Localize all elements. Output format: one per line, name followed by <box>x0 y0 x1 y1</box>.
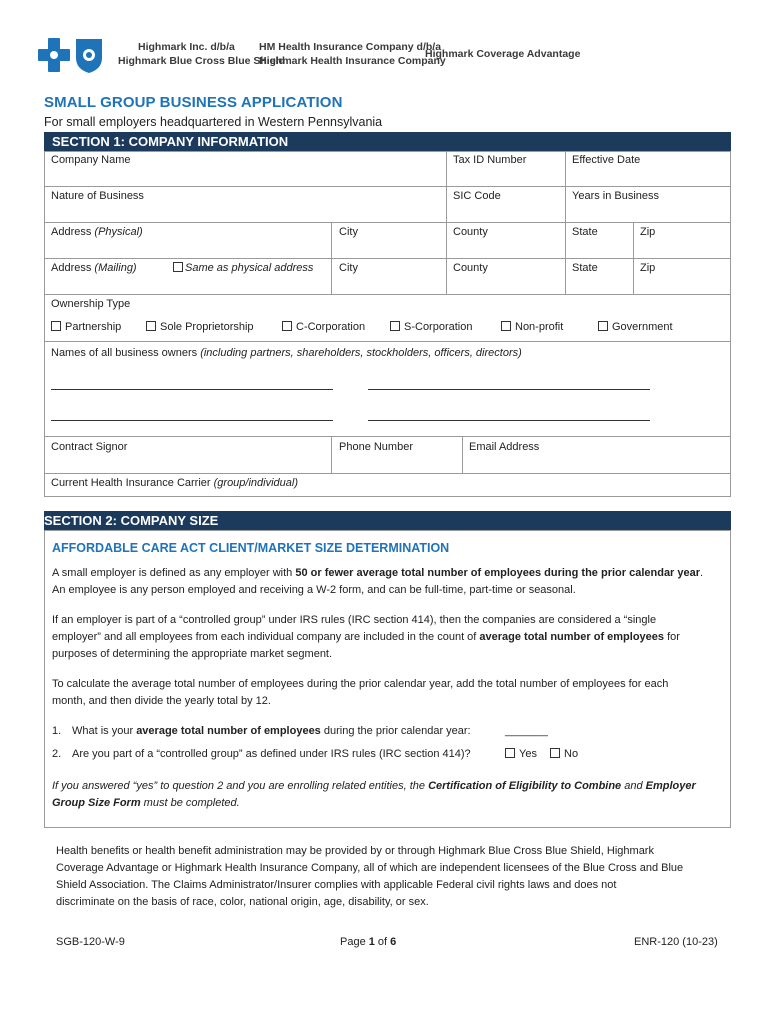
header-org3: Highmark Coverage Advantage <box>425 48 581 60</box>
owners-label-text: Names of all business owners <box>51 347 201 359</box>
city-mailing-field[interactable]: City <box>339 262 358 274</box>
ownership-non-profit[interactable] <box>501 321 563 333</box>
col-divider <box>462 436 463 473</box>
col-divider <box>565 222 566 294</box>
row-divider <box>44 473 731 474</box>
nature-of-business-field[interactable]: Nature of Business <box>51 190 144 202</box>
county-physical-field[interactable]: County <box>453 226 488 238</box>
address-physical-field[interactable] <box>51 226 143 238</box>
state-physical-field[interactable]: State <box>572 226 598 238</box>
ownership-s-corporation[interactable] <box>390 321 472 333</box>
row-divider <box>44 436 731 437</box>
yes-label: Yes <box>519 748 537 760</box>
checkbox-icon[interactable] <box>146 321 156 331</box>
ownership-option-label: C-Corporation <box>296 321 366 333</box>
city-physical-field[interactable]: City <box>339 226 358 238</box>
owners-label <box>51 347 522 359</box>
section2-subheading: AFFORDABLE CARE ACT CLIENT/MARKET SIZE DETERMINATION <box>52 541 450 555</box>
para-text: employer” and all employees from each individual company are included in the count of <box>52 631 480 643</box>
address-mailing-field[interactable] <box>51 262 137 274</box>
note-text: If you answered “yes” to question 2 and you are enrolling related entities, the <box>52 780 429 792</box>
disclaimer-line: discriminate on the basis of race, color, national origin, age, disability, or sex. <box>56 896 429 908</box>
ownership-government[interactable] <box>598 321 673 333</box>
row-divider <box>44 294 731 295</box>
owners-label-qualifier: (including partners, shareholders, stockholders, officers, directors) <box>200 347 522 359</box>
ownership-c-corporation[interactable] <box>282 321 365 333</box>
col-divider <box>633 222 634 294</box>
tax-id-field[interactable]: Tax ID Number <box>453 154 527 166</box>
para-text: purposes of determining the appropriate market segment. <box>52 648 333 660</box>
note-bold: Group Size Form <box>52 797 141 809</box>
ownership-option-label: S-Corporation <box>404 321 473 333</box>
same-as-physical-checkbox[interactable] <box>173 262 313 274</box>
question-2 <box>52 746 512 763</box>
ownership-partnership[interactable] <box>51 321 121 333</box>
row-divider <box>44 186 731 187</box>
question-1 <box>52 723 724 740</box>
address-mailing-qualifier: (Mailing) <box>94 262 137 274</box>
note-bold: Employer <box>645 780 696 792</box>
checkbox-icon[interactable] <box>550 748 560 758</box>
question-text: What is your <box>72 725 137 737</box>
state-mailing-field[interactable]: State <box>572 262 598 274</box>
checkbox-icon[interactable] <box>598 321 608 331</box>
ownership-type-label: Ownership Type <box>51 298 131 310</box>
row-divider <box>44 222 731 223</box>
note-text: and <box>621 780 646 792</box>
sic-code-field[interactable]: SIC Code <box>453 190 501 202</box>
form-code-right: ENR-120 (10-23) <box>634 936 718 948</box>
para-text: . <box>700 567 704 579</box>
certification-note <box>52 778 724 812</box>
header-org2-line2: Highmark Health Insurance Company <box>259 55 446 67</box>
checkbox-icon[interactable] <box>51 321 61 331</box>
checkbox-icon[interactable] <box>505 748 515 758</box>
no-label: No <box>564 748 579 760</box>
disclaimer-line: Coverage Advantage or Highmark Health Insurance Company, all of which are independent licensees of the Blue Cross and Blue <box>56 862 684 874</box>
question-bold: average total number of employees <box>136 725 321 737</box>
question-number: 1. <box>52 725 62 737</box>
question-number: 2. <box>52 748 62 760</box>
para-text: An employee is any person employed and receiving a W-2 form, and can be full-time, part-time or seasonal. <box>52 584 576 596</box>
header-org1-line2: Highmark Blue Cross Blue Shield <box>118 55 285 67</box>
controlled-group-yes[interactable] <box>505 748 537 760</box>
disclaimer-line: Shield Association. The Claims Administrator/Insurer complies with applicable Federal civil rights laws and does not <box>56 879 617 891</box>
small-employer-definition <box>52 565 724 599</box>
col-divider <box>446 222 447 294</box>
address-mailing-label: Address <box>51 262 95 274</box>
header-org1-line1: Highmark Inc. d/b/a <box>138 41 235 53</box>
page-pre: Page <box>340 936 369 948</box>
checkbox-icon[interactable] <box>390 321 400 331</box>
col-divider <box>446 151 447 222</box>
ownership-sole-proprietorship[interactable] <box>146 321 254 333</box>
para-text: for <box>664 631 680 643</box>
para-text: To calculate the average total number of employees during the prior calendar year, add the total number of employees for each <box>52 678 669 690</box>
page-current: 1 <box>368 936 375 948</box>
owner-name-line-1[interactable] <box>51 389 333 390</box>
current-carrier-label: Current Health Insurance Carrier <box>51 477 214 489</box>
para-bold: 50 or fewer average total number of employees during the prior calendar year <box>295 567 701 579</box>
para-bold: average total number of employees <box>479 631 665 643</box>
disclaimer <box>56 843 736 911</box>
average-employees-input[interactable]: _______ <box>505 725 548 737</box>
note-bold: Certification of Eligibility to Combine <box>428 780 622 792</box>
col-divider <box>331 436 332 473</box>
owner-name-line-2[interactable] <box>368 389 650 390</box>
col-divider <box>331 222 332 294</box>
company-name-field[interactable]: Company Name <box>51 154 131 166</box>
bcbs-logo <box>38 36 108 74</box>
owner-name-line-3[interactable] <box>51 420 333 421</box>
address-physical-qualifier: (Physical) <box>94 226 143 238</box>
header-org2 <box>259 40 446 68</box>
controlled-group-paragraph <box>52 612 724 663</box>
ownership-option-label: Government <box>612 321 673 333</box>
page-number <box>340 936 396 948</box>
county-mailing-field[interactable]: County <box>453 262 488 274</box>
calculation-paragraph <box>52 676 724 710</box>
para-text: A small employer is defined as any employer with <box>52 567 296 579</box>
row-divider <box>44 258 731 259</box>
current-carrier-field[interactable] <box>51 477 298 489</box>
page-total: 6 <box>390 936 397 948</box>
col-divider <box>565 151 566 222</box>
page-title: SMALL GROUP BUSINESS APPLICATION <box>44 94 343 111</box>
years-in-business-field[interactable]: Years in Business <box>572 190 660 202</box>
section1-header: SECTION 1: COMPANY INFORMATION <box>44 132 731 151</box>
form-code-left: SGB-120-W-9 <box>56 936 125 948</box>
checkbox-icon[interactable] <box>501 321 511 331</box>
row-divider <box>44 341 731 342</box>
page-mid: of <box>374 936 391 948</box>
ownership-option-label: Non-profit <box>515 321 564 333</box>
owner-name-line-4[interactable] <box>368 420 650 421</box>
question-text: Are you part of a “controlled group” as defined under IRS rules (IRC section 414)? <box>72 748 471 760</box>
zip-mailing-field[interactable]: Zip <box>640 262 656 274</box>
disclaimer-line: Health benefits or health benefit administration may be provided by or through Highmark Blue Cross Blue Shield, Highmark <box>56 845 654 857</box>
contract-signor-field[interactable]: Contract Signor <box>51 441 128 453</box>
question-text: during the prior calendar year: <box>320 725 471 737</box>
para-text: month, and then divide the yearly total by 12. <box>52 695 271 707</box>
ownership-option-label: Sole Proprietorship <box>160 321 254 333</box>
zip-physical-field[interactable]: Zip <box>640 226 656 238</box>
page-subtitle: For small employers headquartered in Western Pennsylvania <box>44 115 383 129</box>
para-text: If an employer is part of a “controlled group” under IRS rules (IRC section 414), then the companies are considered a “single <box>52 614 657 626</box>
header-org2-line1: HM Health Insurance Company d/b/a <box>259 41 442 53</box>
controlled-group-no[interactable] <box>550 748 578 760</box>
phone-number-field[interactable]: Phone Number <box>339 441 413 453</box>
effective-date-field[interactable]: Effective Date <box>572 154 641 166</box>
checkbox-icon[interactable] <box>282 321 292 331</box>
note-text: must be completed. <box>140 797 240 809</box>
email-address-field[interactable]: Email Address <box>469 441 540 453</box>
address-physical-label: Address <box>51 226 95 238</box>
same-as-physical-label: Same as physical address <box>185 262 314 274</box>
checkbox-icon[interactable] <box>173 262 183 272</box>
current-carrier-qualifier: (group/individual) <box>213 477 299 489</box>
ownership-option-label: Partnership <box>65 321 122 333</box>
section2-header: SECTION 2: COMPANY SIZE <box>44 511 731 530</box>
